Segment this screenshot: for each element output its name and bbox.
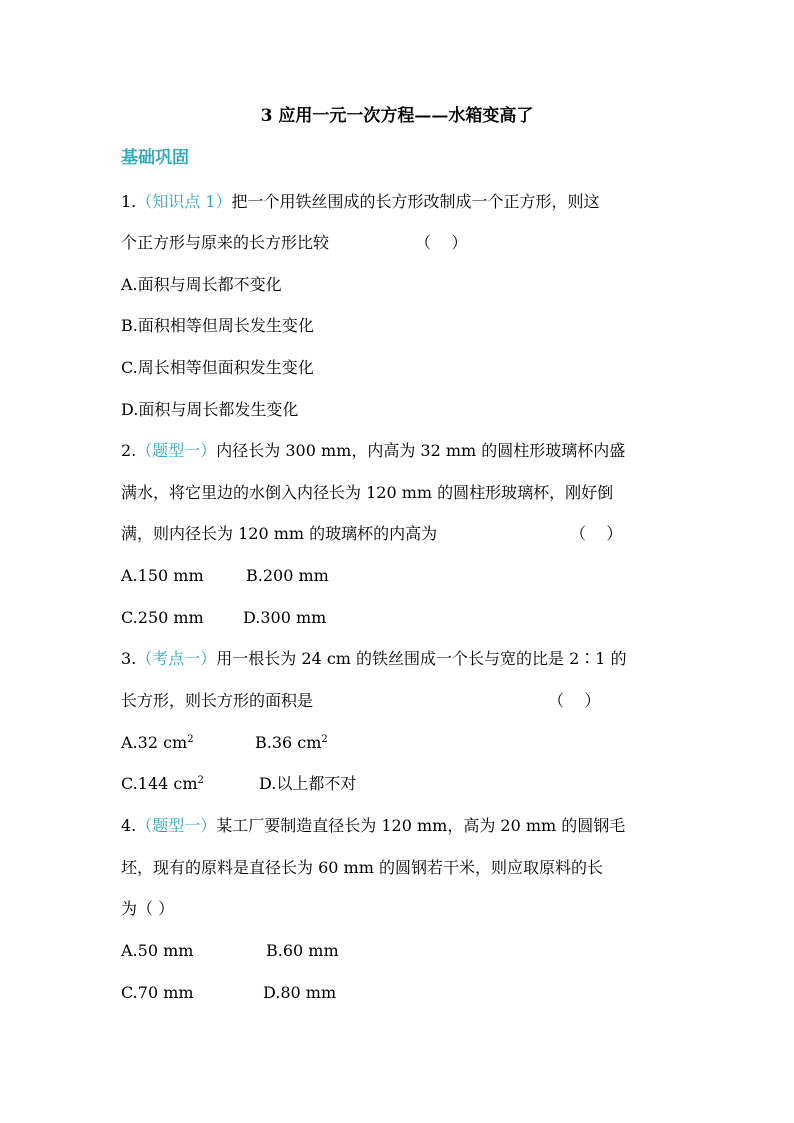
question-4-number: 4. (121, 816, 137, 835)
question-3-option-d: D.以上都不对 (259, 774, 357, 793)
question-2-option-d: D.300 mm (243, 608, 327, 627)
question-4-text-1: 某工厂要制造直径长为 120 mm，高为 20 mm 的圆钢毛 (216, 816, 626, 835)
question-2-option-b: B.200 mm (246, 566, 329, 585)
question-3-option-c-text: C.144 cm (121, 774, 198, 793)
question-2-line-1 (121, 439, 625, 463)
question-3-option-a (121, 731, 194, 755)
question-3-answer-blank: （ ） (548, 691, 601, 710)
question-1-text-1: 把一个用铁丝围成的长方形改制成一个正方形，则这 (231, 192, 600, 211)
question-3-line-1 (121, 647, 627, 671)
question-3-option-c (121, 772, 204, 796)
question-1-tag: （知识点 1） (136, 192, 232, 211)
question-2-option-c: C.250 mm (121, 608, 204, 627)
page-title: 3 应用一元一次方程——水箱变高了 (260, 106, 534, 126)
question-4-line-2: 坯，现有的原料是直径长为 60 mm 的圆钢若干米，则应取原料的长 (121, 858, 603, 877)
question-1-line-1 (121, 190, 600, 214)
question-2-tag: （题型一） (136, 441, 217, 460)
question-3-number: 3. (121, 649, 137, 668)
question-4-option-b: B.60 mm (266, 941, 339, 960)
question-1-answer-blank: （ ） (415, 233, 468, 252)
question-4-option-a: A.50 mm (121, 941, 194, 960)
question-2-line-2: 满水，将它里边的水倒入内径长为 120 mm 的圆柱形玻璃杯，刚好倒 (121, 483, 614, 502)
question-2-line-3: 满，则内径长为 120 mm 的玻璃杯的内高为 (121, 524, 438, 543)
question-3-tag: （考点一） (136, 649, 217, 668)
question-3-option-b (255, 731, 328, 755)
question-4-option-c: C.70 mm (121, 983, 194, 1002)
section-heading: 基础巩固 (121, 148, 189, 168)
question-4-line-3: 为（ ） (121, 899, 175, 918)
question-1-option-c: C.周长相等但面积发生变化 (121, 358, 314, 377)
question-1-line-2: 个正方形与原来的长方形比较 (121, 233, 330, 252)
question-1-number: 1. (121, 192, 137, 211)
question-3-option-b-text: B.36 cm (255, 733, 322, 752)
question-2-option-a: A.150 mm (121, 566, 204, 585)
superscript: 2 (187, 734, 194, 745)
question-2-number: 2. (121, 441, 137, 460)
question-3-line-2: 长方形，则长方形的面积是 (121, 691, 314, 710)
question-1-option-d: D.面积与周长都发生变化 (121, 400, 299, 419)
question-3-text-1: 用一根长为 24 cm 的铁丝围成一个长与宽的比是 2∶1 的 (216, 649, 627, 668)
question-1-option-b: B.面积相等但周长发生变化 (121, 316, 314, 335)
question-3-option-a-text: A.32 cm (121, 733, 188, 752)
question-4-option-d: D.80 mm (263, 983, 337, 1002)
question-4-tag: （题型一） (136, 816, 217, 835)
question-4-line-1 (121, 814, 625, 838)
question-2-text-1: 内径长为 300 mm，内高为 32 mm 的圆柱形玻璃杯内盛 (216, 441, 626, 460)
question-2-answer-blank: （ ） (570, 524, 623, 543)
question-1-option-a: A.面积与周长都不变化 (121, 275, 282, 294)
superscript: 2 (197, 775, 204, 786)
superscript: 2 (321, 734, 328, 745)
